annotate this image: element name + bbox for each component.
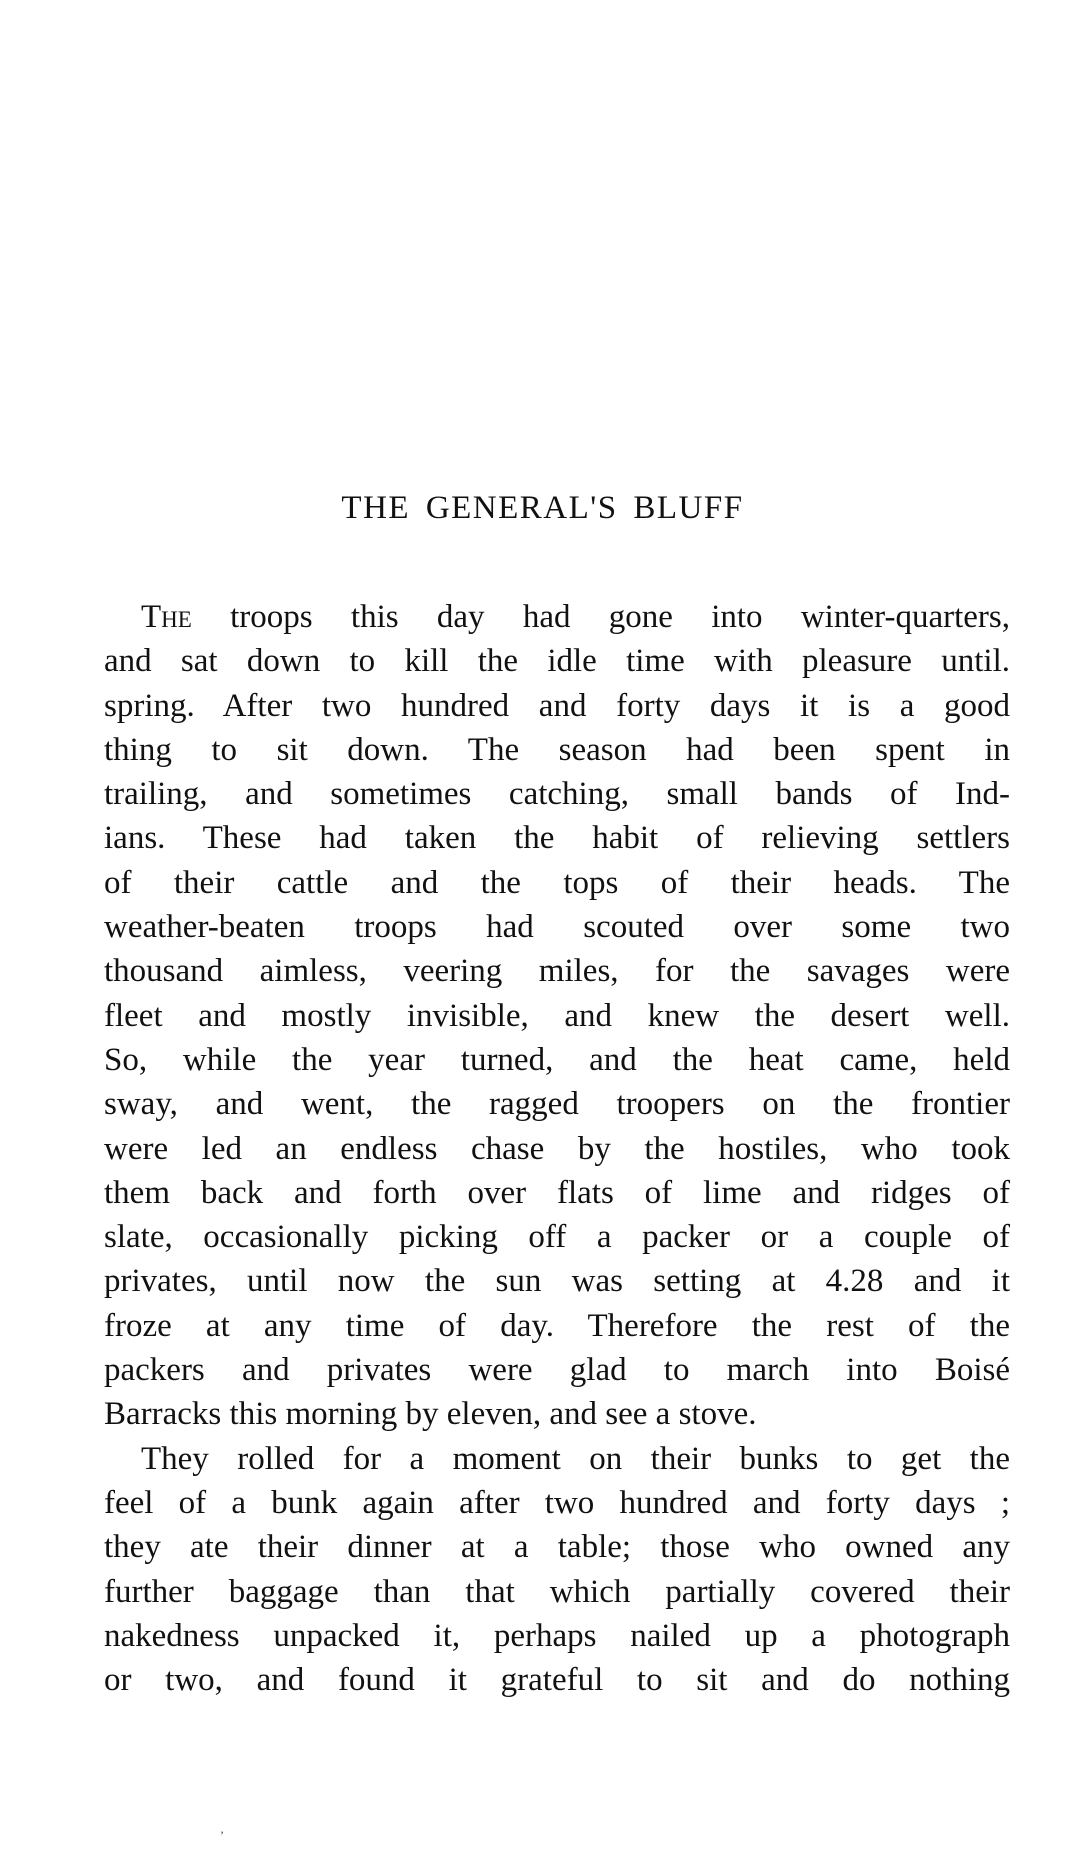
text-line: thousand aimless, veering miles, for the savages were (104, 953, 1010, 990)
text-line: Barracks this morning by eleven, and see a stove. (104, 1396, 757, 1433)
text-line: ians. These had taken the habit of relieving settlers (104, 820, 1010, 857)
text-line (104, 595, 1010, 639)
text-line-content: troops this day had gone into winter-quarters, (191, 599, 1010, 635)
scan-speck: ’ (220, 1828, 224, 1842)
text-line: packers and privates were glad to march into Boisé (104, 1352, 1010, 1389)
chapter-title: THE GENERAL'S BLUFF (341, 490, 744, 526)
text-line: of their cattle and the tops of their heads. The (104, 864, 1010, 901)
text-line: sway, and went, the ragged troopers on the frontier (104, 1086, 1010, 1123)
text-line: weather-beaten troops had scouted over some two (104, 909, 1010, 946)
text-line: fleet and mostly invisible, and knew the desert well. (104, 997, 1010, 1034)
text-line: nakedness unpacked it, perhaps nailed up a photograph (104, 1617, 1010, 1654)
text-line: or two, and found it grateful to sit and do nothing (104, 1662, 1010, 1699)
chapter-body (104, 595, 1010, 1702)
text-line: So, while the year turned, and the heat came, held (104, 1041, 1010, 1078)
text-line: spring. After two hundred and forty days it is a good (104, 687, 1010, 724)
text-line: They rolled for a moment on their bunks to get the (141, 1440, 1010, 1477)
text-line: froze at any time of day. Therefore the rest of the (104, 1307, 1010, 1344)
opening-word: The (141, 599, 192, 635)
text-line: and sat down to kill the idle time with pleasure until. (104, 643, 1010, 680)
text-line: feel of a bunk again after two hundred and forty days ; (104, 1484, 1010, 1521)
text-line: privates, until now the sun was setting at 4.28 and it (104, 1263, 1010, 1300)
text-line: further baggage than that which partially covered their (104, 1573, 1010, 1610)
text-line: slate, occasionally picking off a packer or a couple of (104, 1219, 1010, 1256)
text-line: were led an endless chase by the hostiles, who took (104, 1130, 1010, 1167)
text-line: trailing, and sometimes catching, small bands of Ind- (104, 776, 1010, 813)
text-line: they ate their dinner at a table; those who owned any (104, 1529, 1010, 1566)
text-line: them back and forth over flats of lime and ridges of (104, 1174, 1010, 1211)
text-line: thing to sit down. The season had been spent in (104, 731, 1010, 768)
